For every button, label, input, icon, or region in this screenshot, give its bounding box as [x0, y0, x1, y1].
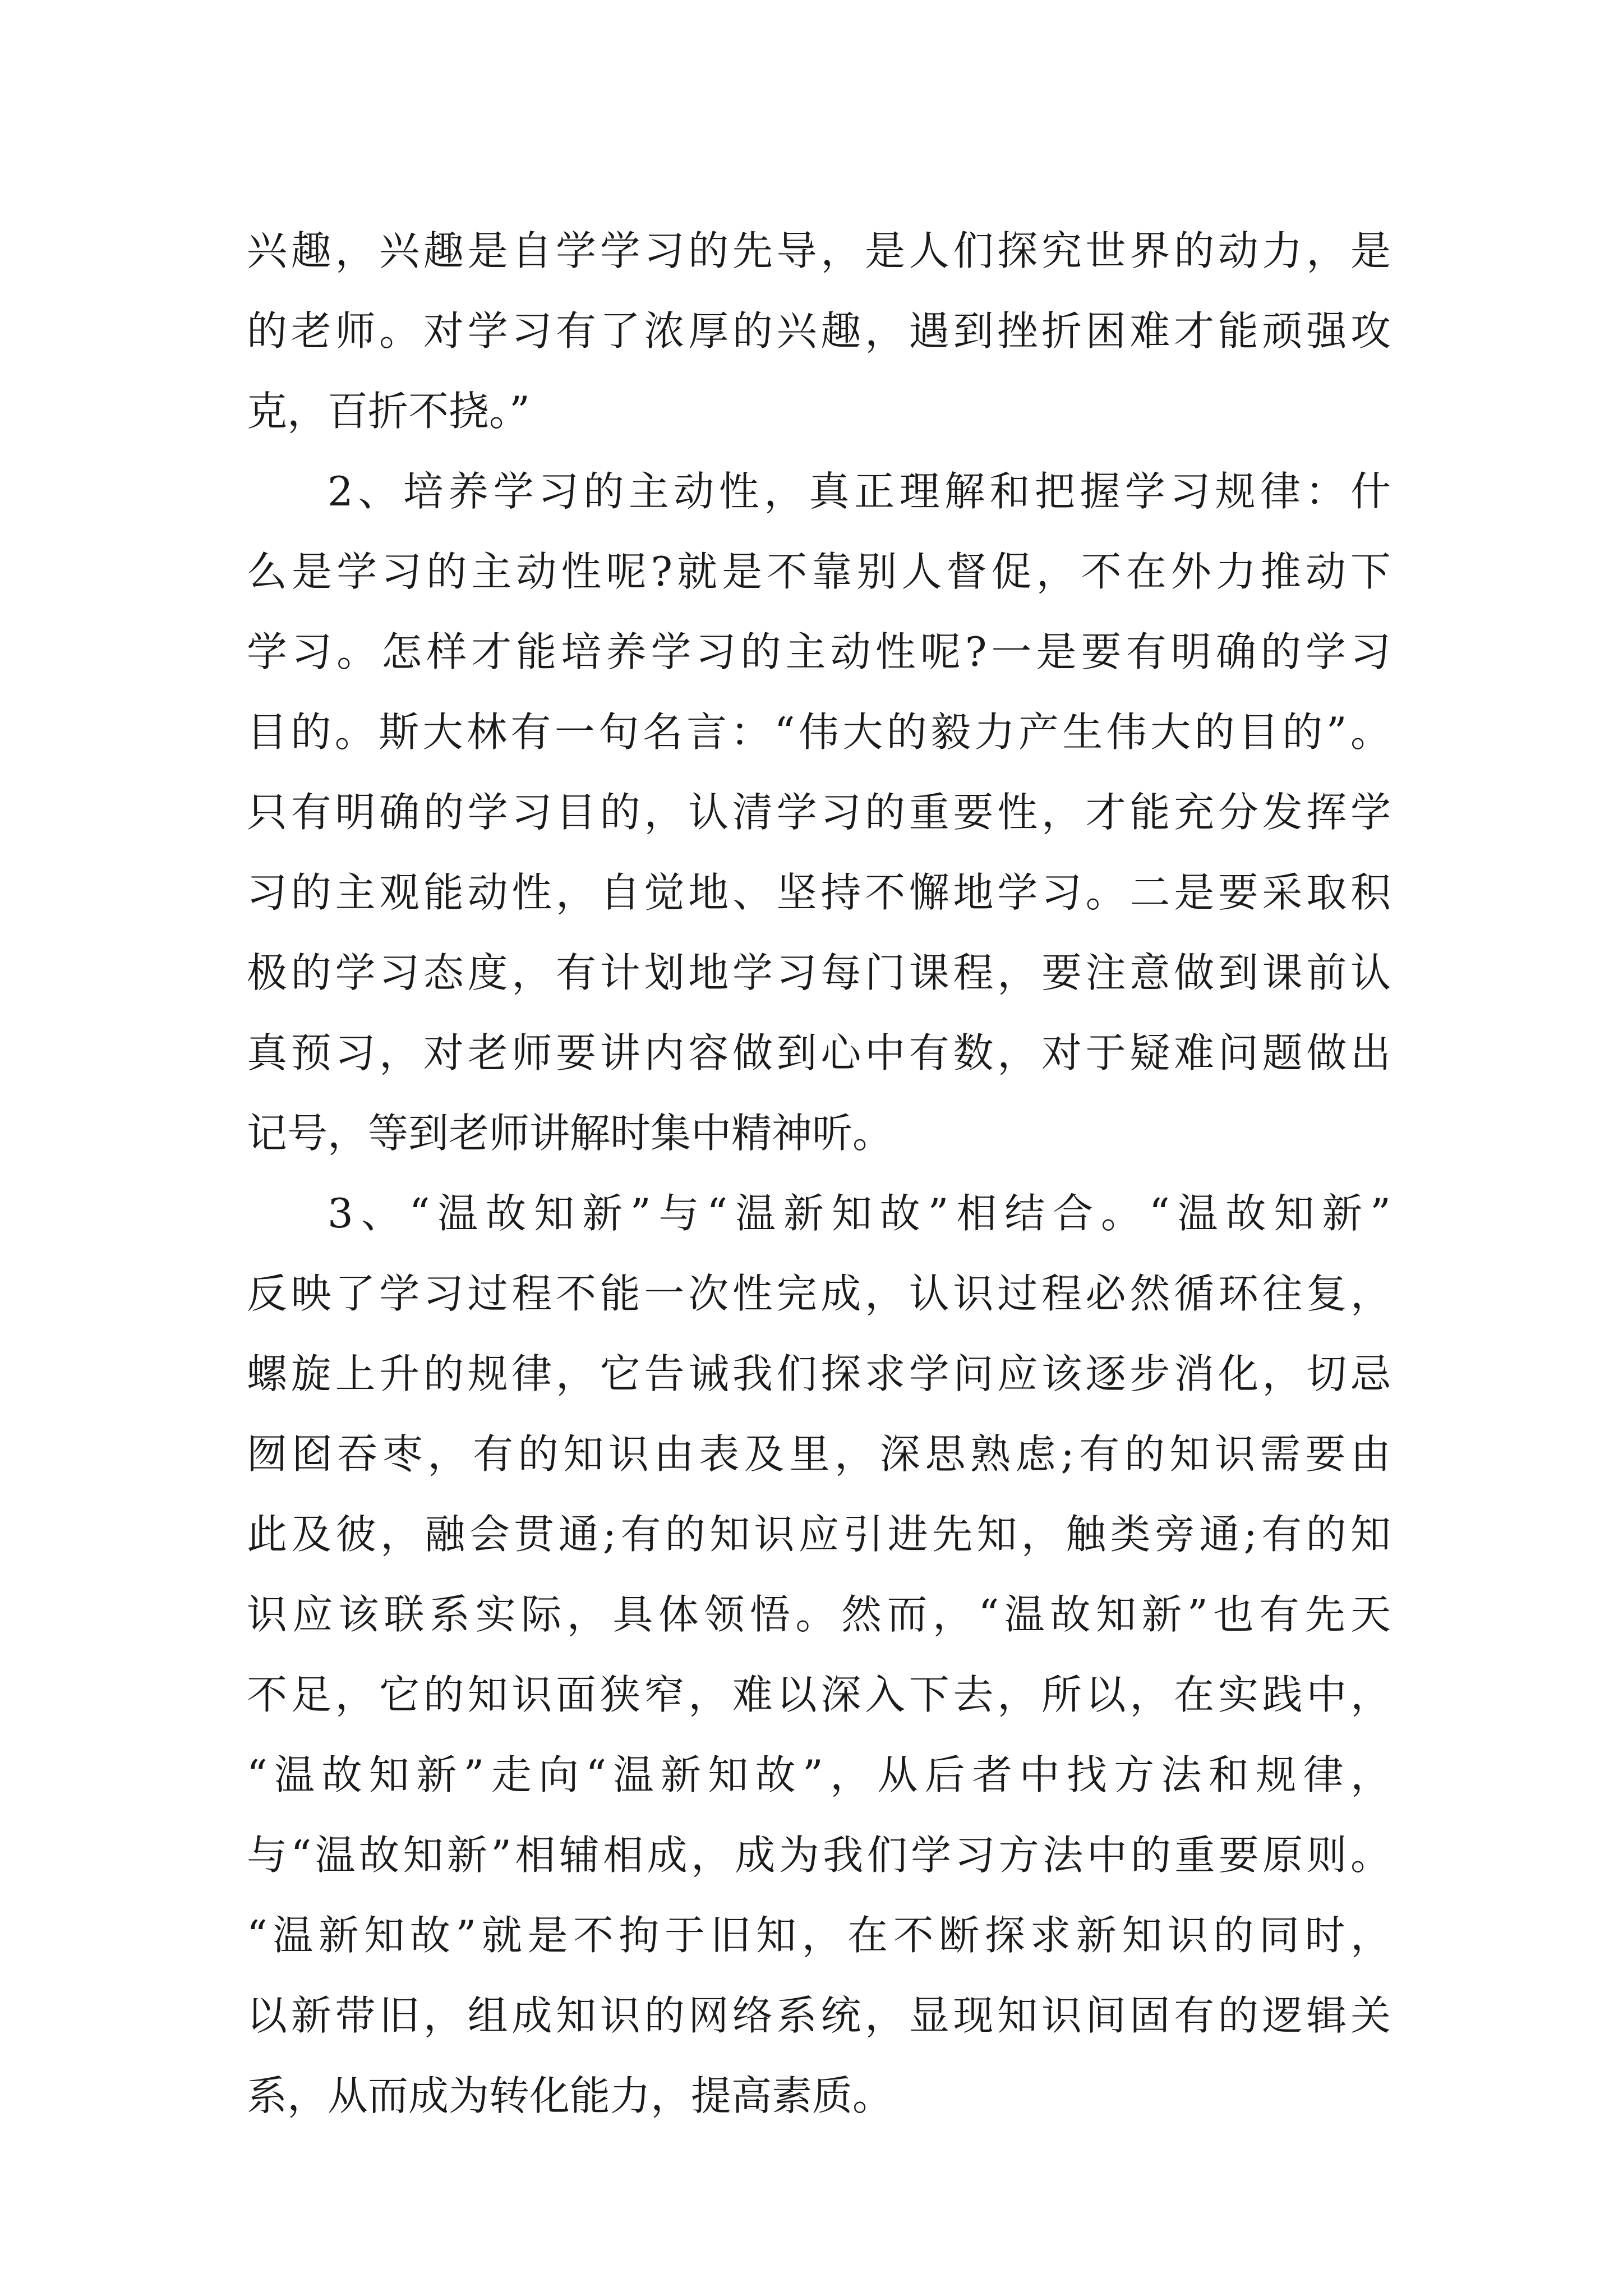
paragraph-line: “温故知新”走向“温新知故”，从后者中找方法和规律，: [247, 1751, 1391, 1798]
paragraph-line: 识应该联系实际，具体领悟。然而，“温故知新”也有先天: [247, 1591, 1391, 1638]
paragraph-line: “温新知故”就是不拘于旧知，在不断探求新知识的同时，: [247, 1912, 1391, 1959]
paragraph-3: [247, 1174, 1391, 2136]
paragraph-line: 不足，它的知识面狭窄，难以深入下去，所以，在实践中，: [247, 1671, 1391, 1718]
paragraph-1: [247, 211, 1391, 452]
paragraph-line: 系，从而成为转化能力，提高素质。: [247, 2072, 893, 2119]
paragraph-line: 兴趣，兴趣是自学学习的先导，是人们探究世界的动力，是: [247, 227, 1391, 274]
paragraph-line: 反映了学习过程不能一次性完成，认识过程必然循环往复，: [247, 1270, 1391, 1317]
paragraph-line: 学习。怎样才能培养学习的主动性呢?一是要有明确的学习: [247, 628, 1391, 675]
paragraph-line: 么是学习的主动性呢?就是不靠别人督促，不在外力推动下: [247, 548, 1391, 595]
paragraph-line: 的老师。对学习有了浓厚的兴趣，遇到挫折困难才能顽强攻: [247, 307, 1391, 355]
paragraph-line: 记号，等到老师讲解时集中精神听。: [247, 1110, 893, 1157]
paragraph-line: 以新带旧，组成知识的网络系统，显现知识间固有的逻辑关: [247, 1992, 1391, 2039]
paragraph-line: 此及彼，融会贯通;有的知识应引进先知，触类旁通;有的知: [247, 1511, 1391, 1558]
paragraph-line: 螺旋上升的规律，它告诫我们探求学问应该逐步消化，切忌: [247, 1350, 1391, 1397]
paragraph-line: 3、“温故知新”与“温新知故”相结合。“温故知新”: [328, 1190, 1391, 1237]
paragraph-2: [247, 452, 1391, 1174]
paragraph-line: 极的学习态度，有计划地学习每门课程，要注意做到课前认: [247, 949, 1391, 996]
paragraph-line: 习的主观能动性，自觉地、坚持不懈地学习。二是要采取积: [247, 869, 1391, 916]
paragraph-line: 囫囵吞枣，有的知识由表及里，深思熟虑;有的知识需要由: [247, 1430, 1391, 1478]
paragraph-line: 目的。斯大林有一句名言：“伟大的毅力产生伟大的目的”。: [247, 708, 1391, 756]
paragraph-line: 与“温故知新”相辅相成，成为我们学习方法中的重要原则。: [247, 1832, 1391, 1879]
paragraph-line: 真预习，对老师要讲内容做到心中有数，对于疑难问题做出: [247, 1029, 1391, 1076]
paragraph-line: 克，百折不挠。”: [247, 388, 530, 435]
paragraph-line: 只有明确的学习目的，认清学习的重要性，才能充分发挥学: [247, 789, 1391, 836]
body-text: [247, 211, 1391, 2136]
paragraph-line: 2、培养学习的主动性，真正理解和把握学习规律：什: [328, 468, 1391, 515]
